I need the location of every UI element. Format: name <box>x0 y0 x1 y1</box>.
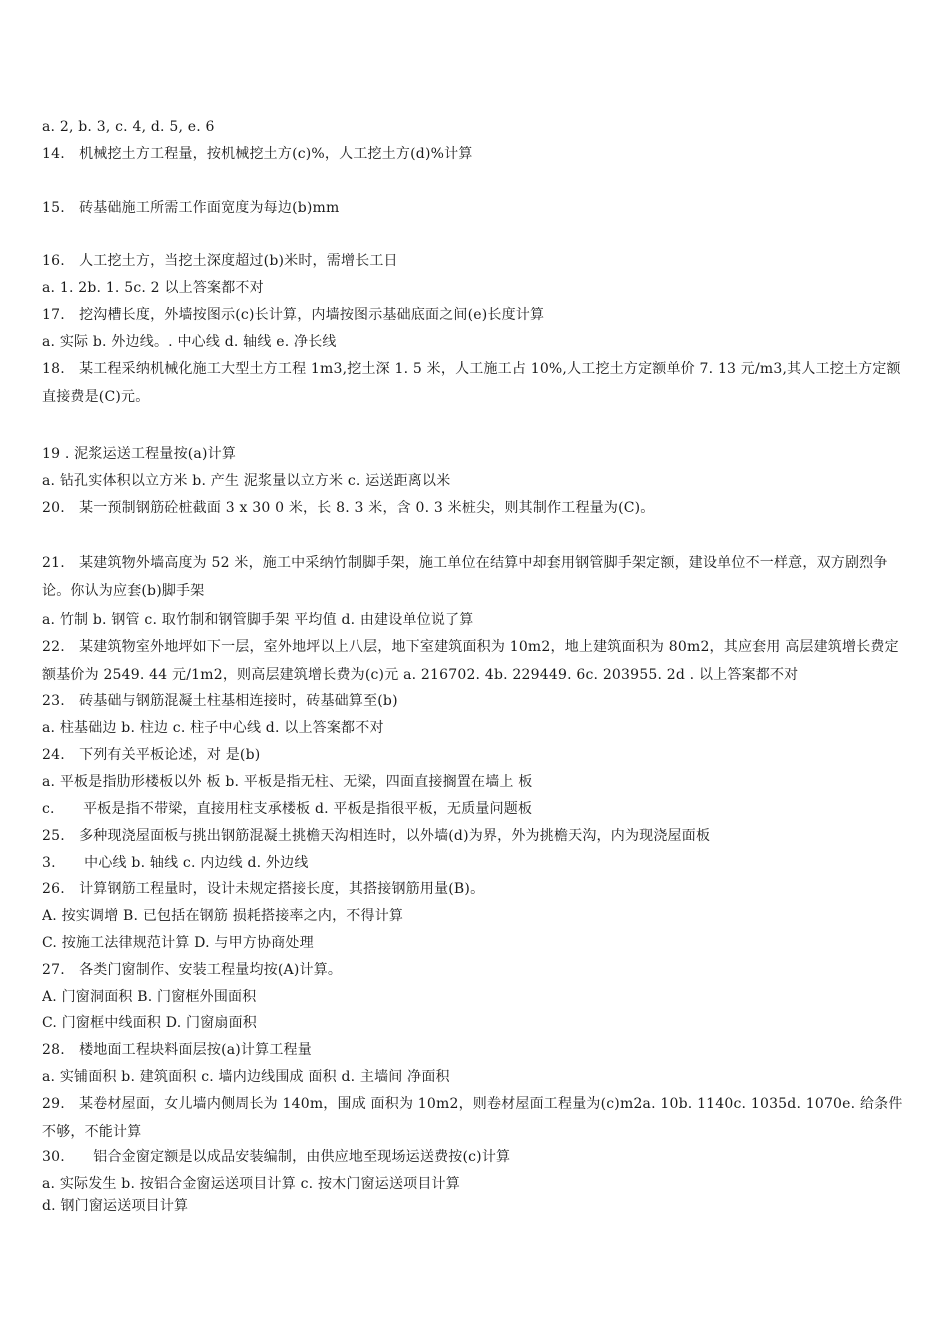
question-14: 14. 机械挖土方工程量，按机械挖土方(c)%，人工挖土方(d)%计算 <box>42 146 473 162</box>
text-line: a. 柱基础边 b. 柱边 c. 柱子中心线 d. 以上答案都不对 <box>42 720 384 736</box>
text-line: a. 2, b. 3, c. 4, d. 5, e. 6 <box>42 119 215 135</box>
question-23: 23. 砖基础与钢筋混凝土柱基相连接时，砖基础算至(b) <box>42 693 398 709</box>
question-18: 18. 某工程采纳机械化施工大型土方工程 1m3,挖土深 1. 5 米，人工施工占 10%,人工挖土方定额单价 7. 13 元/m3,其人工挖土方定额直接费是(C)元。 <box>42 361 901 405</box>
text-line: a. 实际发生 b. 按铝合金窗运送项目计算 c. 按木门窗运送项目计算 <box>42 1176 460 1192</box>
question-27: 27. 各类门窗制作、安装工程量均按(A)计算。 <box>42 962 343 978</box>
question-19: 19 . 泥浆运送工程量按(a)计算 <box>42 446 237 462</box>
question-15: 15. 砖基础施工所需工作面宽度为每边(b)mm <box>42 200 340 216</box>
question-21: 21. 某建筑物外墙高度为 52 米，施工中采纳竹制脚手架，施工单位在结算中却套用钢管脚手架定额，建设单位不一样意，双方剧烈争论。你认为应套(b)脚手架 <box>42 555 888 599</box>
text-line: a. 1. 2b. 1. 5c. 2 以上答案都不对 <box>42 280 264 296</box>
question-26: 26. 计算钢筋工程量时，设计未规定搭接长度，其搭接钢筋用量(B)。 <box>42 881 485 897</box>
question-16: 16. 人工挖土方，当挖土深度超过(b)米时，需增长工日 <box>42 253 398 269</box>
text-line: A. 按实调增 B. 已包括在钢筋 损耗搭接率之内，不得计算 <box>42 908 404 924</box>
question-24: 24. 下列有关平板论述，对 是(b) <box>42 747 261 763</box>
text-line: a. 竹制 b. 钢管 c. 取竹制和钢管脚手架 平均值 d. 由建设单位说了算 <box>42 612 474 628</box>
question-20: 20. 某一预制钢筋砼桩截面 3 x 30 0 米，长 8. 3 米，含 0. 3 米桩尖，则其制作工程量为(C)。 <box>42 500 655 516</box>
question-25: 25. 多种现浇屋面板与挑出钢筋混凝土挑檐天沟相连时，以外墙(d)为界，外为挑檐天沟，内为现浇屋面板 <box>42 828 711 844</box>
text-line: C. 门窗框中线面积 D. 门窗扇面积 <box>42 1015 257 1031</box>
question-30: 30. 铝合金窗定额是以成品安装编制，由供应地至现场运送费按(c)计算 <box>42 1149 511 1165</box>
text-line: A. 门窗洞面积 B. 门窗框外围面积 <box>42 989 257 1005</box>
text-line: d. 钢门窗运送项目计算 <box>42 1198 189 1214</box>
text-line: C. 按施工法律规范计算 D. 与甲方协商处理 <box>42 935 314 951</box>
text-line: a. 实铺面积 b. 建筑面积 c. 墙内边线围成 面积 d. 主墙间 净面积 <box>42 1069 450 1085</box>
question-28: 28. 楼地面工程块料面层按(a)计算工程量 <box>42 1042 312 1058</box>
question-29: 29. 某卷材屋面，女儿墙内侧周长为 140m，围成 面积为 10m2，则卷材屋面工程量为(c)m2a. 10b. 1140c. 1035d. 1070e. 给条件不够，不能计算 <box>42 1096 903 1140</box>
question-17: 17. 挖沟槽长度，外墙按图示(c)长计算，内墙按图示基础底面之间(e)长度计算 <box>42 307 545 323</box>
text-line: a. 钻孔实体积以立方米 b. 产生 泥浆量以立方米 c. 运送距离以米 <box>42 473 451 489</box>
text-line: a. 平板是指肋形楼板以外 板 b. 平板是指无柱、无梁，四面直接搁置在墙上 板 <box>42 774 533 790</box>
text-line: c. 平板是指不带梁，直接用柱支承楼板 d. 平板是指很平板，无质量问题板 <box>42 801 533 817</box>
text-line: a. 实际 b. 外边线。. 中心线 d. 轴线 e. 净长线 <box>42 334 337 350</box>
question-22: 22. 某建筑物室外地坪如下一层，室外地坪以上八层，地下室建筑面积为 10m2，地上建筑面积为 80m2，其应套用 高层建筑增长费定额基价为 2549. 44 元/1m2，则高层建筑增长费为(c)元 a. 216702. 4b. 229449. 6c. 203955. 2d . 以上答案都不对 <box>42 639 899 683</box>
text-line: 3. 中心线 b. 轴线 c. 内边线 d. 外边线 <box>42 855 309 871</box>
